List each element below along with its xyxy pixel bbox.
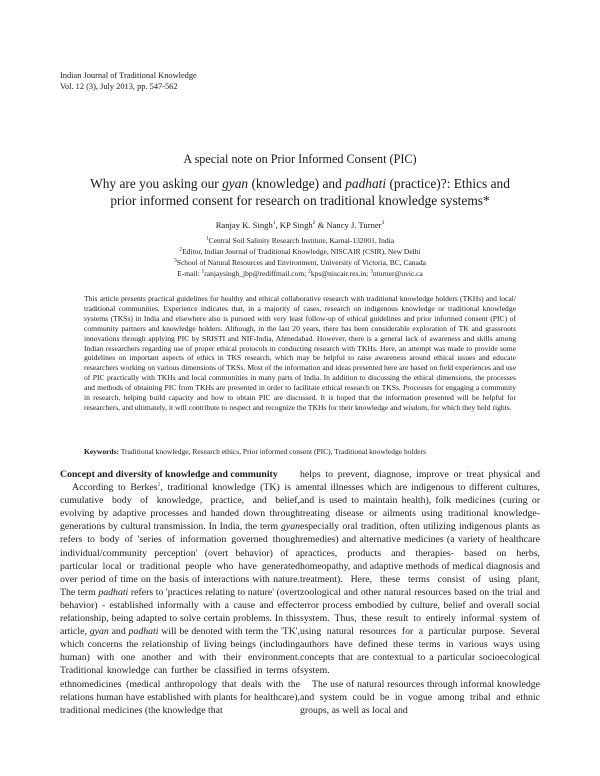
body-column-left	[60, 468, 300, 717]
affiliation-1	[0, 236, 600, 245]
email-sup: 2	[308, 268, 311, 275]
section-heading: Concept and diversity of knowledge and community	[60, 469, 278, 480]
keywords	[84, 447, 516, 456]
body-text: will be denoted with term the 'TK', which concerns the relationship of living beings (including human) with one another and with their environment. Traditional knowledge can further be classified in terms of ethnomedicines (medical anthropology that deals with the relations human have established with plants for healthcare), traditional medicines (the knowledge that	[60, 626, 301, 716]
article-kicker: A special note on Prior Informed Consent (PIC)	[183, 152, 417, 166]
affiliation-text: Editor, Indian Journal of Traditional Knowledge, NISCAIR (CSIR), New Delhi	[182, 247, 421, 256]
body-text: , traditional knowledge (TK) is a cumulative body of knowledge, practice, and belief, evolving by adaptive processes and handed down through generations by cultural transmission. In India, the term	[60, 482, 300, 533]
term-gyan: gyan	[89, 626, 109, 638]
affiliation-2	[0, 247, 600, 256]
author-sup: 1	[272, 220, 276, 227]
author-name: Nancy J. Turner	[326, 220, 382, 230]
author-sep: &	[315, 220, 327, 230]
author-sup: 3	[381, 220, 385, 227]
body-text: and	[108, 626, 129, 638]
body-text: refers to body of 'series of information governed though individual/community perception' (overt behavior) of a particular local or traditional people who have generated over period of time on the basis of interactions with nature. The term	[60, 534, 300, 598]
term-gyan: gyan	[280, 521, 300, 533]
email-sup: 1	[201, 268, 205, 275]
body-paragraph: helps to prevent, diagnose, improve or treat physical and mental illnesses which are indigenous to different cultures, and is used to maintain health), folk medicines (curing or treating disease or ailments using traditional knowledge- especially oral tradition, often utilizing indigenous plants as remedies) and alternative medicines (a variety of healthcare practices, products and therapies- based on herbs, homeopathy, and adaptive methods of medical diagnosis and treatment). Here, these terms consist of using plant, zoological and other natural resources based on the trial and error process embodied by culture, belief and overall social system. Thus, these result to entirely informal system of using natural resources for a particular purpose. Several authors have defined these terms in various ways using concepts that are contextual to a particular socioecological system.	[300, 469, 540, 677]
citation-sup: 1	[157, 481, 161, 488]
author-sup: 2	[312, 220, 316, 227]
journal-header	[60, 71, 197, 92]
keywords-label: Keywords:	[84, 447, 119, 456]
journal-name: Indian Journal of Traditional Knowledge	[60, 71, 197, 80]
journal-citation: Vol. 12 (3), July 2013, pp. 547-562	[60, 81, 178, 91]
email-link[interactable]: ranjaysingh_jbp@rediffmail.com;	[204, 269, 309, 278]
title-padhati: padhati	[345, 176, 387, 191]
author-name: KP Singh	[279, 220, 313, 230]
email-link[interactable]: kps@niscair.res.in;	[310, 269, 371, 278]
email-sup: 3	[370, 268, 373, 275]
affiliation-sup: 3	[174, 257, 177, 264]
article-title	[78, 175, 522, 209]
email-label: E-mail:	[177, 269, 202, 278]
title-text: Why are you asking our	[90, 176, 223, 191]
author-sep: ,	[275, 220, 280, 230]
body-paragraph: The use of natural resources through informal knowledge and system could be in vogue among tribal and ethnic groups, as well as local and	[300, 678, 540, 716]
keywords-text: Traditional knowledge, Research ethics, Prior informed consent (PIC), Traditional knowledge holders	[119, 447, 427, 456]
body-column-right	[300, 468, 540, 717]
term-padhati: padhati	[98, 586, 129, 598]
affiliation-text: School of Natural Resources and Environment, University of Victoria, BC, Canada	[176, 258, 426, 267]
title-text: (knowledge) and	[248, 176, 346, 191]
term-padhati: padhati	[128, 626, 159, 638]
affiliation-text: Central Soil Salinity Research Institute, Karnal-132001, India	[208, 236, 395, 245]
email-link[interactable]: nturner@uvic.ca	[372, 269, 423, 278]
title-text: (practice)?: Ethics and prior informed consent for research on traditional knowledge systems*	[110, 176, 510, 208]
affiliation-3	[0, 258, 600, 267]
abstract: This article presents practical guidelines for healthy and ethical collaborative research with traditional knowledge holders (TKHs) and local/ traditional communities. Experience indicates that, in a majority of cases, research on indigenous knowledge or traditional knowledge systems (TKSs) in India and elsewhere also is pursued with very least follow-up of ethical guidelines and prior informed consent (PIC) of community partners and knowledge holders. Although, in the last 20 years, there has been considerable exploration of TK and grassroots innovations through applying PIC by SRISTI and NIF-India, Ahmedabad. However, there is a general lack of awareness and skills among Indian researchers regarding use of proper ethical protocols in conducting research with TKHs. Here, an attempt was made to provide some guidelines on important aspects of ethics in TKS research, which may be helpful to raise awareness around ethical issues and educate researchers working on various dimensions of TKSs. Most of the information and ideas presented here are based on field experiences and use of PIC practically with TKHs and local communities in many parts of India. In addition to discussing the ethical dimensions, the processes and methods of obtaining PIC from TKHs are presented in order to facilitate ethical research on TKSs. Processes for engaging a community in research, helping build capacity and how to obtain PIC are discussed. It is hoped that the information presented will be helpful for researchers, and ultimately, it will contribute to respect and recognize the TKHs for their knowledge and wisdom, for which they hold rights.	[84, 294, 516, 412]
body-text: According to Berkes	[72, 482, 158, 494]
title-gyan: gyan	[222, 176, 249, 191]
author-name: Ranjay K. Singh	[215, 220, 273, 230]
body-paragraph	[60, 481, 300, 717]
body-text: refers to 'practices relating to nature' (overt behavior) - established informally with a cause and effect relationship, being adapted to solve certain problems. In this article,	[60, 586, 300, 638]
affiliation-sup: 2	[179, 246, 183, 253]
author-emails	[0, 269, 600, 278]
affiliation-sup: 1	[205, 235, 209, 242]
author-list	[0, 220, 600, 230]
